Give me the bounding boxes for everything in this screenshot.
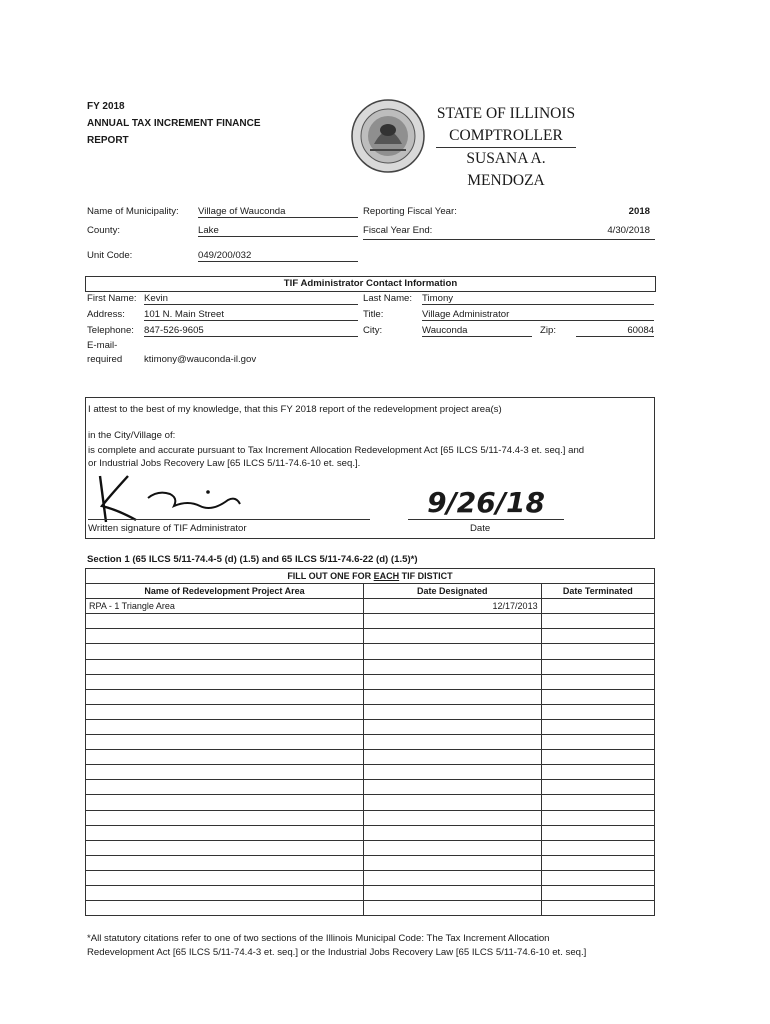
table-row	[86, 719, 655, 734]
col-designated-header: Date Designated	[363, 584, 541, 599]
email-value: ktimony@wauconda-il.gov	[144, 354, 257, 365]
table-row	[86, 735, 655, 750]
zip-value: 60084	[576, 325, 654, 337]
table-row	[86, 855, 655, 870]
first-name-value: Kevin	[144, 293, 358, 305]
fiscal-year-end-label: Fiscal Year End:	[363, 225, 433, 236]
municipality-label: Name of Municipality:	[87, 206, 179, 217]
city-label: City:	[363, 325, 383, 336]
illinois-state-seal-icon	[350, 98, 426, 174]
table-banner: FILL OUT ONE FOR EACH TIF DISTICT	[86, 569, 655, 584]
table-row	[86, 689, 655, 704]
table-row	[86, 870, 655, 885]
date-designated: 12/17/2013	[363, 599, 541, 614]
section1-title: Section 1 (65 ILCS 5/11-74.4-5 (d) (1.5) and 65 ILCS 5/11-74.6-22 (d) (1.5)*)	[87, 554, 418, 565]
county-value: Lake	[198, 225, 358, 237]
col-terminated-header: Date Terminated	[541, 584, 654, 599]
agency-official: SUSANA A. MENDOZA	[466, 150, 546, 189]
tif-district-table	[85, 568, 655, 916]
table-row	[86, 704, 655, 719]
title-label: Title:	[363, 309, 384, 320]
email-label-line1: E-mail-	[87, 340, 118, 351]
agency-block	[432, 103, 580, 192]
footnote-line2: Redevelopment Act [65 ILCS 5/11-74.4-3 et. seq.] or the Industrial Jobs Recovery Law [65 ILCS 5/11-74.6-10 et. seq.]	[87, 947, 587, 958]
banner-each: EACH	[373, 571, 400, 582]
table-row	[86, 765, 655, 780]
table-row	[86, 750, 655, 765]
table-row	[86, 644, 655, 659]
table-row	[86, 659, 655, 674]
email-label-line2: required	[87, 354, 123, 365]
fiscal-year-label: Reporting Fiscal Year:	[363, 206, 457, 217]
col-name-header: Name of Redevelopment Project Area	[86, 584, 364, 599]
agency-state: STATE OF ILLINOIS	[436, 105, 576, 122]
signature-line	[88, 519, 370, 520]
last-name-label: Last Name:	[363, 293, 413, 304]
table-row	[86, 674, 655, 689]
table-row	[86, 795, 655, 810]
attest-line1: I attest to the best of my knowledge, that this FY 2018 report of the redevelopment project area(s)	[88, 404, 502, 415]
attest-line4: or Industrial Jobs Recovery Law [65 ILCS 5/11-74.6-10 et. seq.].	[88, 458, 361, 469]
telephone-label: Telephone:	[87, 325, 134, 336]
telephone-value: 847-526-9605	[144, 325, 358, 337]
address-label: Address:	[87, 309, 125, 320]
attest-line2: in the City/Village of:	[88, 430, 176, 441]
zip-label: Zip:	[540, 325, 556, 336]
project-area-name: RPA - 1 Triangle Area	[86, 599, 364, 614]
unit-code-label: Unit Code:	[87, 250, 133, 261]
report-header	[87, 98, 261, 149]
handwritten-date: 9/26/18	[427, 486, 545, 519]
last-name-value: Timony	[422, 293, 654, 305]
title-value: Village Administrator	[422, 309, 654, 321]
table-row	[86, 599, 655, 614]
fiscal-year-value: 2018	[628, 206, 650, 217]
table-row	[86, 825, 655, 840]
agency-office: COMPTROLLER	[436, 125, 576, 148]
first-name-label: First Name:	[87, 293, 137, 304]
table-row	[86, 629, 655, 644]
municipality-value: Village of Wauconda	[198, 206, 358, 218]
contact-section-title: TIF Administrator Contact Information	[85, 276, 656, 292]
address-value: 101 N. Main Street	[144, 309, 358, 321]
table-header-row	[86, 584, 655, 599]
attest-line3: is complete and accurate pursuant to Tax Increment Allocation Redevelopment Act [65 ILCS 5/11-74.4-3 et. seq.] and	[88, 445, 585, 456]
table-row	[86, 614, 655, 629]
table-row	[86, 901, 655, 916]
unit-code-value: 049/200/032	[198, 250, 358, 262]
table-row	[86, 780, 655, 795]
table-row	[86, 885, 655, 900]
report-subtitle: REPORT	[87, 135, 129, 146]
fiscal-year-end-value: 4/30/2018	[607, 225, 650, 236]
table-row	[86, 840, 655, 855]
city-value: Wauconda	[422, 325, 532, 337]
date-terminated	[541, 599, 654, 614]
date-label: Date	[470, 523, 491, 534]
report-year: FY 2018	[87, 101, 125, 112]
county-label: County:	[87, 225, 121, 236]
date-line	[408, 519, 564, 520]
table-row	[86, 810, 655, 825]
divider	[363, 239, 655, 240]
footnote-line1: *All statutory citations refer to one of two sections of the Illinois Municipal Code: The Tax Increment Allocation	[87, 933, 550, 944]
table-banner-row	[86, 569, 655, 584]
handwritten-signature-icon	[88, 470, 278, 526]
report-title: ANNUAL TAX INCREMENT FINANCE	[87, 118, 261, 129]
signature-label: Written signature of TIF Administrator	[88, 523, 247, 534]
